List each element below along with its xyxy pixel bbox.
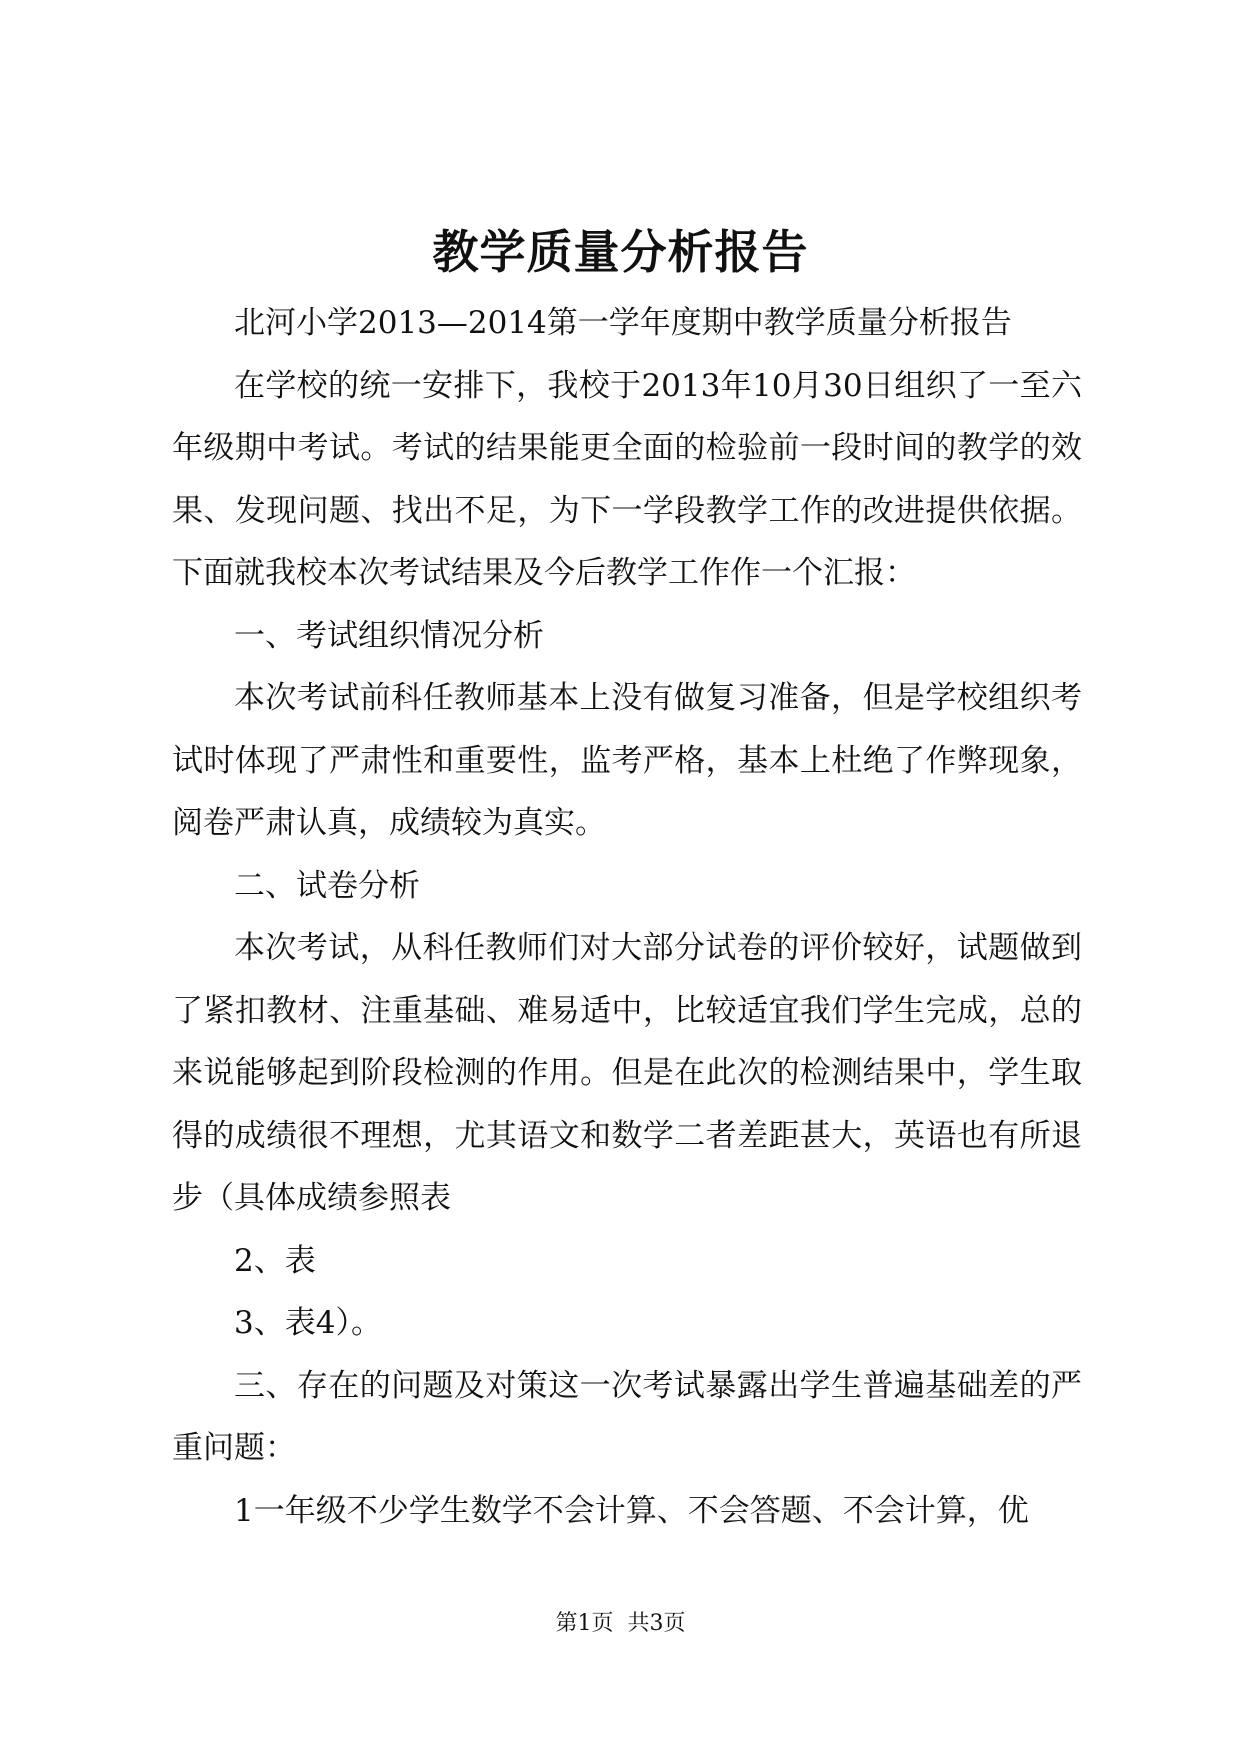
section-heading-3: 三、存在的问题及对策这一次考试暴露出学生普遍基础差的严重问题： [172, 1367, 1082, 1466]
paragraph-intro: 在学校的统一安排下，我校于2013年10月30日组织了一至六年级期中考试。考试的结果能更全面的检验前一段时间的教学的效果、发现问题、找出不足，为下一学段教学工作的改进提供依据。下面就我校本次考试结果及今后教学工作作一个汇报： [172, 367, 1082, 591]
document-body [172, 292, 1082, 1542]
paragraph-item-1: 1一年级不少学生数学不会计算、不会答题、不会计算，优 [234, 1492, 1029, 1529]
paragraph-subtitle: 北河小学2013—2014第一学年度期中教学质量分析报告 [234, 305, 1012, 341]
paragraph-table-ref-3: 3、表4）。 [234, 1305, 382, 1341]
paragraph-table-ref-2: 2、表 [234, 1242, 316, 1279]
paragraph-section-1: 本次考试前科任教师基本上没有做复习准备，但是学校组织考试时体现了严肃性和重要性，监考严格，基本上杜绝了作弊现象，阅卷严肃认真，成绩较为真实。 [172, 680, 1082, 841]
page-total: 共3页 [627, 1611, 686, 1636]
page-number: 第1页 [555, 1611, 614, 1636]
document-title: 教学质量分析报告 [432, 225, 809, 279]
paragraph-section-2: 本次考试，从科任教师们对大部分试卷的评价较好，试题做到了紧扣教材、注重基础、难易适中，比较适宜我们学生完成，总的来说能够起到阶段检测的作用。但是在此次的检测结果中，学生取得的成绩很不理想，尤其语文和数学二者差距甚大，英语也有所退步（具体成绩参照表 [172, 930, 1082, 1216]
page-footer [0, 1609, 1241, 1639]
section-heading-2: 二、试卷分析 [234, 867, 420, 904]
section-heading-1: 一、考试组织情况分析 [234, 617, 544, 654]
